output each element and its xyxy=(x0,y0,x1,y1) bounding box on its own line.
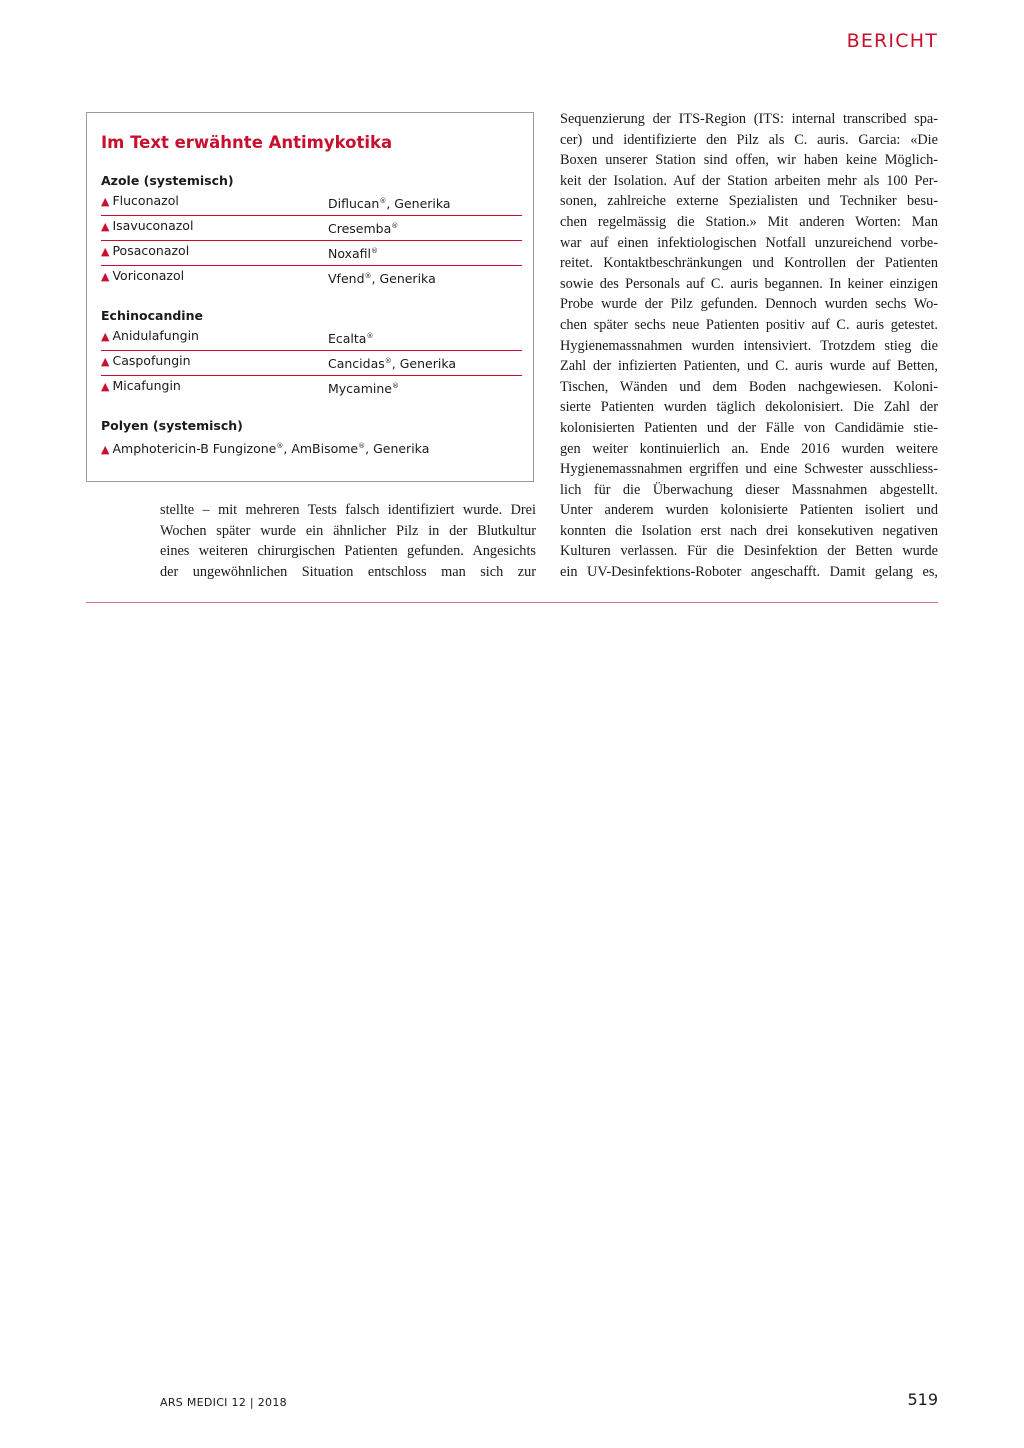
drug-row xyxy=(101,376,522,401)
drug-name: Posaconazol xyxy=(112,243,190,258)
text-line: sowie des Personals auf C. auris begannen. In keiner einzigen xyxy=(560,275,938,292)
text-line: keit der Isolation. Auf der Station arbeiten mehr als 100 Per- xyxy=(560,172,938,189)
text-line: gen weiter kontinuierlich an. Ende 2016 wurden weitere xyxy=(560,440,938,457)
registered-mark: ® xyxy=(391,382,399,390)
registered-mark: ® xyxy=(379,197,387,205)
text-line: stellte – mit mehreren Tests falsch identifiziert wurde. Drei xyxy=(160,502,536,518)
journal-footer: ARS MEDICI 12 | 2018 xyxy=(160,1396,287,1409)
drug-row xyxy=(101,216,522,241)
drug-suffix: , Generika xyxy=(371,271,436,287)
drug-suffix: , Generika xyxy=(386,196,451,212)
text-line: sierte Patienten wurden täglich dekolonisiert. Die Zahl der xyxy=(560,399,938,416)
text-line: Probe wurde der Pilz gefunden. Dennoch wurden sechs Wo- xyxy=(560,296,938,313)
group-title: Echinocandine xyxy=(101,308,203,323)
drug-brand: Vfend xyxy=(328,271,365,287)
registered-mark: ® xyxy=(276,442,284,450)
text-line: war auf einen infektiologischen Notfall unzureichend vorbe- xyxy=(560,234,938,251)
text-line: reitet. Kontaktbeschränkungen und Kontrollen der Patienten xyxy=(560,255,938,272)
drug-brand: Noxafil xyxy=(328,246,372,262)
text-line: der ungewöhnlichen Situation entschloss man sich zur xyxy=(160,563,536,580)
text-line: chen später sechs neue Patienten positiv auf C. auris getestet. xyxy=(560,316,938,333)
sidebox-title: Im Text erwähnte Antimykotika xyxy=(101,133,393,152)
text-line: Tischen, Wänden und dem Boden nachgewiesen. Koloni- xyxy=(560,378,938,395)
text-line: Kulturen verlassen. Für die Desinfektion der Betten wurde xyxy=(560,543,938,560)
triangle-icon: ▲ xyxy=(101,380,110,393)
group-echinocandine xyxy=(101,306,522,401)
registered-mark: ® xyxy=(371,247,379,255)
triangle-icon: ▲ xyxy=(101,355,110,368)
section-divider xyxy=(86,602,938,603)
registered-mark: ® xyxy=(364,272,372,280)
left-column-text xyxy=(160,500,536,582)
text-line: Unter anderem wurden kolonisierte Patienten isoliert und xyxy=(560,502,938,519)
text-line: Zahl der infizierten Patienten, und C. auris wurde auf Betten, xyxy=(560,358,938,375)
group-title: Polyen (systemisch) xyxy=(101,418,243,433)
registered-mark: ® xyxy=(391,222,399,230)
drug-brand: Cresemba xyxy=(328,221,392,237)
drug-line xyxy=(101,436,522,456)
drug-brand: Ecalta xyxy=(328,331,367,347)
text-line: cer) und identifizierte den Pilz als C. auris. Garcia: «Die xyxy=(560,131,938,148)
triangle-icon: ▲ xyxy=(101,195,110,208)
triangle-icon: ▲ xyxy=(101,245,110,258)
text-line: Hygienemassnahmen wurden intensiviert. Trotzdem stieg die xyxy=(560,337,938,354)
drug-sidebox xyxy=(86,112,534,482)
drug-suffix: , Generika xyxy=(365,441,430,457)
text-line: Sequenzierung der ITS-Region (ITS: internal transcribed spa- xyxy=(560,111,938,127)
drug-name: Voriconazol xyxy=(112,268,185,283)
drug-name: Amphotericin-B Fungizone xyxy=(112,441,277,457)
drug-row xyxy=(101,241,522,266)
triangle-icon: ▲ xyxy=(101,330,110,343)
drug-name: Caspofungin xyxy=(112,353,191,368)
registered-mark: ® xyxy=(366,332,374,340)
text-line: sonen, zahlreiche externe Spezialisten und Techniker besu- xyxy=(560,193,938,210)
drug-brand: Mycamine xyxy=(328,381,392,397)
drug-brand: Diflucan xyxy=(328,196,380,212)
drug-name: Isavuconazol xyxy=(112,218,194,233)
page-number: 519 xyxy=(907,1390,938,1409)
text-line: ein UV-Desinfektions-Roboter angeschafft. Damit gelang es, xyxy=(560,564,938,581)
drug-row xyxy=(101,351,522,376)
triangle-icon: ▲ xyxy=(101,270,110,283)
drug-name: Fluconazol xyxy=(112,193,179,208)
triangle-icon: ▲ xyxy=(101,220,110,233)
text-line: konnten die Isolation erst nach drei konsekutiven negativen xyxy=(560,522,938,539)
triangle-icon: ▲ xyxy=(101,443,110,457)
text-line: lich für die Überwachung dieser Massnahmen abgestellt. xyxy=(560,481,938,498)
group-title: Azole (systemisch) xyxy=(101,173,234,188)
text-line: Hygienemassnahmen ergriffen und eine Schwester ausschliess- xyxy=(560,461,938,478)
registered-mark: ® xyxy=(358,442,366,450)
section-label: BERICHT xyxy=(846,30,938,52)
registered-mark: ® xyxy=(384,357,392,365)
text-line: Boxen unserer Station sind offen, wir haben keine Möglich- xyxy=(560,152,938,169)
drug-name: Micafungin xyxy=(112,378,181,393)
text-line: Wochen später wurde ein ähnlicher Pilz in der Blutkultur xyxy=(160,522,536,539)
group-azole xyxy=(101,171,522,291)
text-line: eines weiteren chirurgischen Patienten gefunden. Angesichts xyxy=(160,543,536,560)
drug-row xyxy=(101,326,522,351)
drug-brand: Cancidas xyxy=(328,356,385,372)
group-polyen xyxy=(101,416,522,456)
drug-row xyxy=(101,191,522,216)
drug-suffix: , Generika xyxy=(391,356,456,372)
drug-name: Anidulafungin xyxy=(112,328,199,343)
text-line: chen regelmässig die Station.» Mit anderen Worten: Man xyxy=(560,213,938,230)
right-column-text xyxy=(560,109,938,583)
drug-brand: , AmBisome xyxy=(283,441,359,457)
drug-row xyxy=(101,266,522,291)
text-line: kolonisierten Patienten und der Fälle von Candidämie stie- xyxy=(560,419,938,436)
